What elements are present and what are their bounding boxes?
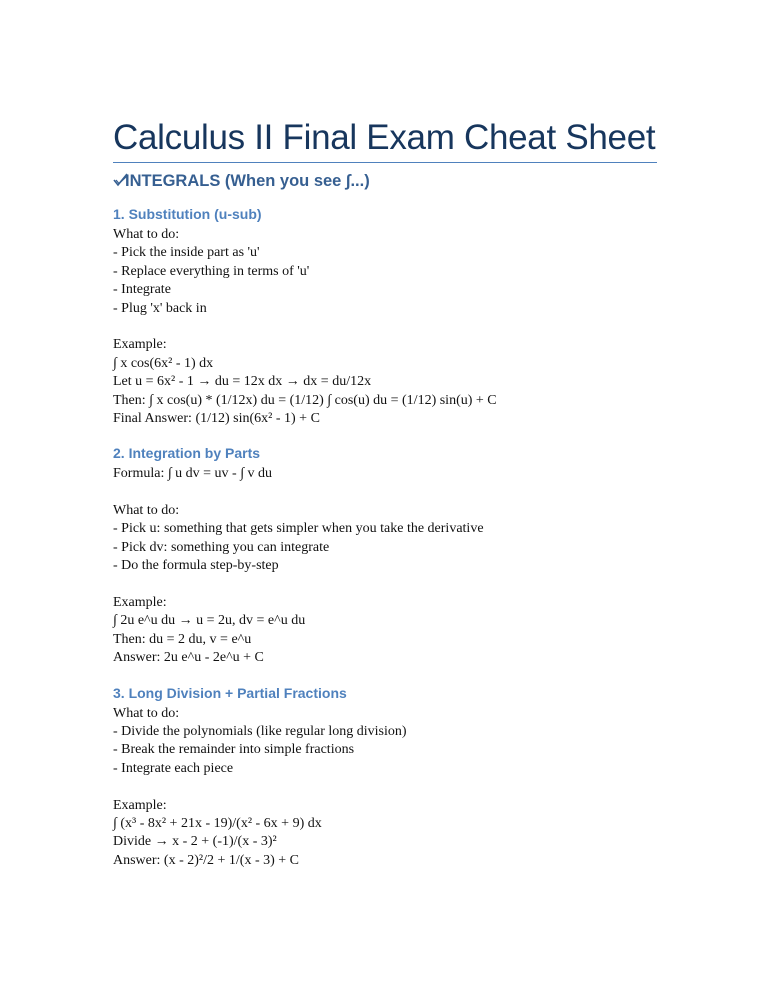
document-title: Calculus II Final Exam Cheat Sheet xyxy=(113,116,657,163)
text-line: Divide → x - 2 + (-1)/(x - 3)² xyxy=(113,834,277,850)
text-line: Let u = 6x² - 1 → du = 12x dx → dx = du/12x xyxy=(113,374,372,390)
text-line: - Break the remainder into simple fractions xyxy=(113,742,355,758)
blank-line xyxy=(113,778,657,796)
subsection-title: 3. Long Division + Partial Fractions xyxy=(113,684,347,701)
text-line: Then: ∫ x cos(u) * (1/12x) du = (1/12) ∫ cos(u) du = (1/12) sin(u) + C xyxy=(113,392,497,408)
heading-text: INTEGRALS (When you see ∫...) xyxy=(125,172,370,190)
text-line: Answer: (x - 2)²/2 + 1/(x - 3) + C xyxy=(113,852,300,868)
blank-line xyxy=(113,576,657,594)
subsection-title: 1. Substitution (u-sub) xyxy=(113,206,262,222)
text-line: - Do the formula step-by-step xyxy=(113,558,279,574)
text-line: Final Answer: (1/12) sin(6x² - 1) + C xyxy=(113,410,320,426)
text-line: - Replace everything in terms of 'u' xyxy=(113,263,310,279)
text-line: Example: xyxy=(113,797,167,813)
text-line: Example: xyxy=(113,337,167,353)
text-line: Answer: 2u e^u - 2e^u + C xyxy=(113,650,264,666)
text-line: - Integrate xyxy=(113,282,171,298)
text-line: What to do: xyxy=(113,503,180,519)
blank-line xyxy=(113,484,657,502)
text-line: What to do: xyxy=(113,227,180,242)
text-line: Formula: ∫ u dv = uv - ∫ v du xyxy=(113,466,273,482)
text-line: What to do: xyxy=(113,705,180,721)
text-line: ∫ (x³ - 8x² + 21x - 19)/(x² - 6x + 9) dx xyxy=(113,815,322,831)
text-line: - Plug 'x' back in xyxy=(113,300,207,316)
text-line: ∫ x cos(6x² - 1) dx xyxy=(113,355,214,371)
blank-line xyxy=(113,318,657,336)
subsection-title: 2. Integration by Parts xyxy=(113,445,261,462)
text-line: Example: xyxy=(113,595,167,611)
text-line: ∫ 2u e^u du → u = 2u, dv = e^u du xyxy=(113,613,306,629)
text-line: - Pick the inside part as 'u' xyxy=(113,245,260,261)
text-line: - Pick u: something that gets simpler when you take the derivative xyxy=(113,521,484,537)
text-line: - Pick dv: something you can integrate xyxy=(113,539,330,555)
text-line: Then: du = 2 du, v = e^u xyxy=(113,631,252,647)
text-line: - Integrate each piece xyxy=(113,760,234,776)
section-heading-integrals xyxy=(113,166,657,196)
document-page xyxy=(113,116,657,870)
sections-container xyxy=(113,202,657,870)
text-line: - Divide the polynomials (like regular long division) xyxy=(113,723,407,739)
